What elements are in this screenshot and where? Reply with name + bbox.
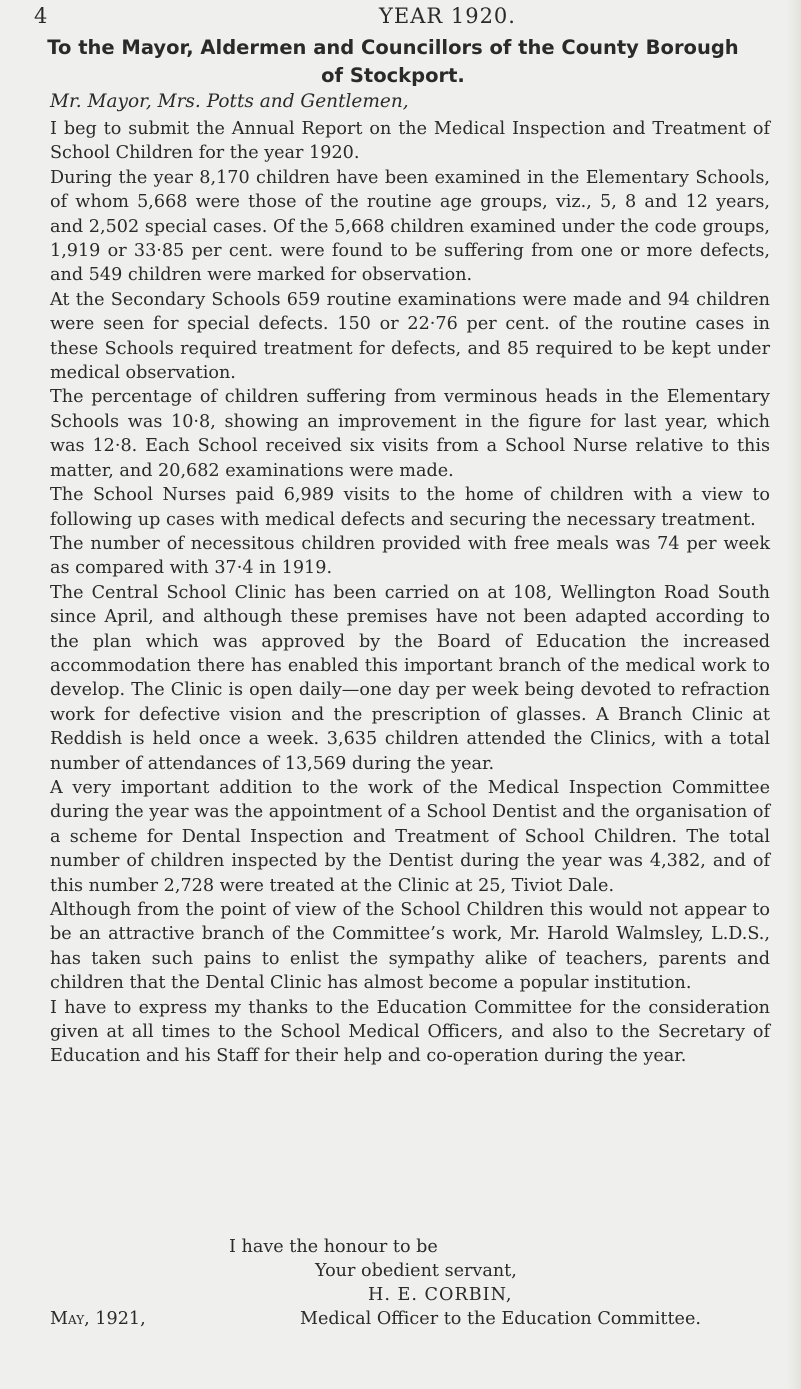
- closing-servant: Your obedient servant,: [315, 1261, 517, 1281]
- report-heading: To the Mayor, Aldermen and Councillors of the County Borough of Stockport.: [47, 36, 739, 87]
- address-line: Mr. Mayor, Mrs. Potts and Gentlemen,: [50, 91, 409, 112]
- page-number: 4: [34, 4, 48, 28]
- date-line: May, 1921,: [50, 1309, 146, 1329]
- paragraph-school-nurses: The School Nurses paid 6,989 visits to the home of children with a view to following up cases with medical defects and securing the necessary treatment.: [50, 485, 770, 530]
- paragraph-free-meals: The number of necessitous children provided with free meals was 74 per week as compared with 37·4 in 1919.: [50, 533, 770, 579]
- running-head: [34, 4, 794, 34]
- report-body: [50, 117, 770, 1069]
- paragraph-dental-clinic: Although from the point of view of the School Children this would not appear to be an attractive branch of the Committee’s work, Mr. Harold Walmsley, L.D.S., has taken such pains to enlist the sympathy alike of teachers, parents and children that the Dental Clinic has almost become a popular institution.: [50, 900, 770, 994]
- paragraph-intro: I beg to submit the Annual Report on the Medical Inspection and Treatment of School Children for the year 1920.: [50, 119, 770, 164]
- paragraph-elementary-schools: During the year 8,170 children have been examined in the Elementary Schools, of whom 5,668 were those of the routine age groups, viz., 5, 8 and 12 years, and 2,502 special cases. Of the 5,668 children examined under the code groups, 1,919 or 33·85 per cent. were found to be suffering from one or more defects, and 549 children were marked for observation.: [50, 167, 770, 286]
- paragraph-thanks: I have to express my thanks to the Education Committee for the consideration given at all times to the School Medical Officers, and also to the Secretary of Education and his Staff for their help and co-operation during the year.: [50, 997, 770, 1067]
- paragraph-dental-scheme: A very important addition to the work of the Medical Inspection Committee during the year was the appointment of a School Dentist and the organisation of a scheme for Dental Inspection and Treatment of School Children. The total number of children inspected by the Dentist during the year was 4,382, and of this number 2,728 were treated at the Clinic at 25, Tiviot Dale.: [50, 777, 770, 896]
- running-title: YEAR 1920.: [379, 4, 516, 28]
- paragraph-secondary-schools: At the Secondary Schools 659 routine examinations were made and 94 children were seen for special defects. 150 or 22·76 per cent. of the routine cases in these Schools required treatment for defects, and 85 required to be kept under medical observation.: [50, 289, 770, 384]
- paragraph-central-clinic: The Central School Clinic has been carried on at 108, Wellington Road South since April, and although these premises have not been adapted according to the plan which was approved by the Board of Education the increased accommodation there has enabled this important branch of the medical work to develop. The Clinic is open daily—one day per week being devoted to refraction work for defective vision and the prescription of glasses. A Branch Clinic at Reddish is held once a week. 3,635 children attended the Clinics, with a total number of attendances of 13,569 during the year.: [50, 582, 770, 774]
- signatory-name: H. E. CORBIN,: [368, 1285, 513, 1305]
- page-edge-shadow: [787, 0, 801, 1389]
- paragraph-verminous-heads: The percentage of children suffering from verminous heads in the Elementary Schools was 10·8, showing an improvement in the figure for last year, which was 12·8. Each School received six visits from a School Nurse relative to this matter, and 20,682 examinations were made.: [50, 387, 770, 481]
- closing-phrase: I have the honour to be: [229, 1237, 438, 1257]
- signatory-title: Medical Officer to the Education Committee.: [300, 1309, 701, 1329]
